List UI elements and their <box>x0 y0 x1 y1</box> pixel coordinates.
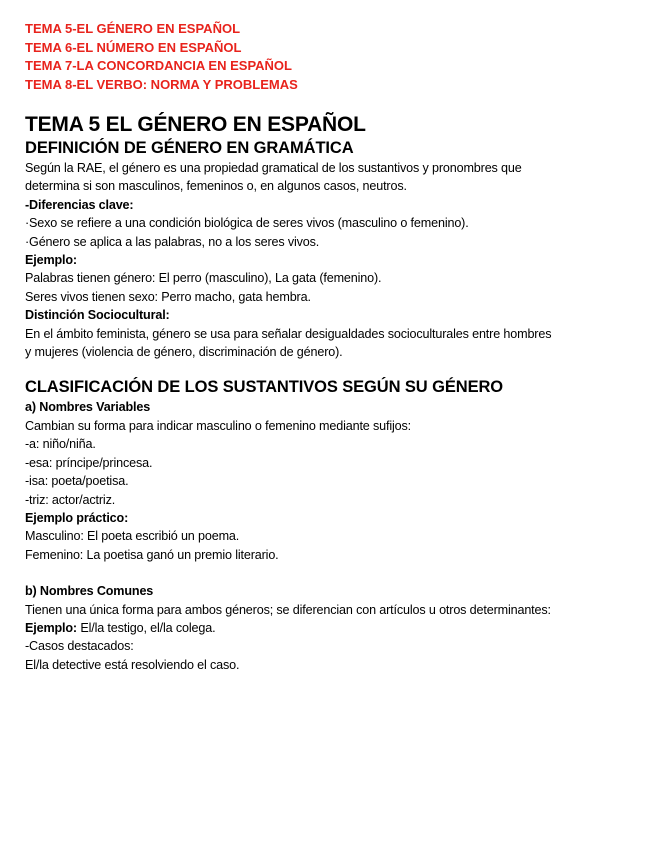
list-item: -a: niño/niña. <box>25 437 96 452</box>
list-item: Palabras tienen género: El perro (masculino), La gata (femenino). <box>25 271 382 286</box>
section-heading: DEFINICIÓN DE GÉNERO EN GRAMÁTICA <box>25 139 354 157</box>
subheading: b) Nombres Comunes <box>25 584 154 599</box>
page-title: TEMA 5 EL GÉNERO EN ESPAÑOL <box>25 113 366 136</box>
toc-item[interactable]: TEMA 5-EL GÉNERO EN ESPAÑOL <box>25 21 241 36</box>
list-item: -isa: poeta/poetisa. <box>25 474 129 489</box>
example-text: El/la testigo, el/la colega. <box>76 620 216 635</box>
subheading: Ejemplo práctico: <box>25 510 129 525</box>
document-page <box>25 20 635 674</box>
list-item: -triz: actor/actriz. <box>25 492 116 507</box>
list-item: ·Género se aplica a las palabras, no a los seres vivos. <box>25 234 320 249</box>
spacer <box>25 361 635 377</box>
paragraph-line: y mujeres (violencia de género, discriminación de género). <box>25 345 343 360</box>
toc-item[interactable]: TEMA 6-EL NÚMERO EN ESPAÑOL <box>25 39 242 55</box>
paragraph-line: En el ámbito feminista, género se usa para señalar desigualdades socioculturales entre hombres <box>25 326 552 341</box>
spacer <box>25 564 635 582</box>
subheading: a) Nombres Variables <box>25 400 151 415</box>
subheading: Distinción Sociocultural: <box>25 308 170 323</box>
paragraph-line: determina si son masculinos, femeninos o, en algunos casos, neutros. <box>25 179 407 194</box>
toc-item[interactable]: TEMA 7-LA CONCORDANCIA EN ESPAÑOL <box>25 58 292 73</box>
list-item: Seres vivos tienen sexo: Perro macho, gata hembra. <box>25 289 311 304</box>
section-heading: CLASIFICACIÓN DE LOS SUSTANTIVOS SEGÚN SU GÉNERO <box>25 378 504 397</box>
list-item: Masculino: El poeta escribió un poema. <box>25 529 240 544</box>
table-of-contents <box>25 20 635 94</box>
list-item: ·Sexo se refiere a una condición biológica de seres vivos (masculino o femenino). <box>25 216 469 231</box>
paragraph-line: Cambian su forma para indicar masculino o femenino mediante sufijos: <box>25 418 411 433</box>
list-item: El/la detective está resolviendo el caso. <box>25 657 240 672</box>
paragraph-line: Tienen una única forma para ambos géneros; se diferencian con artículos u otros determinantes: <box>25 602 551 617</box>
list-item: -esa: príncipe/princesa. <box>25 455 153 470</box>
subheading: -Diferencias clave: <box>25 197 134 212</box>
example-label: Ejemplo: <box>25 620 77 635</box>
list-item: -Casos destacados: <box>25 639 134 654</box>
paragraph-line <box>25 619 635 637</box>
toc-item[interactable]: TEMA 8-EL VERBO: NORMA Y PROBLEMAS <box>25 76 298 92</box>
list-item: Femenino: La poetisa ganó un premio literario. <box>25 547 279 562</box>
paragraph-line: Según la RAE, el género es una propiedad gramatical de los sustantivos y pronombres que <box>25 161 522 175</box>
subheading: Ejemplo: <box>25 253 77 268</box>
